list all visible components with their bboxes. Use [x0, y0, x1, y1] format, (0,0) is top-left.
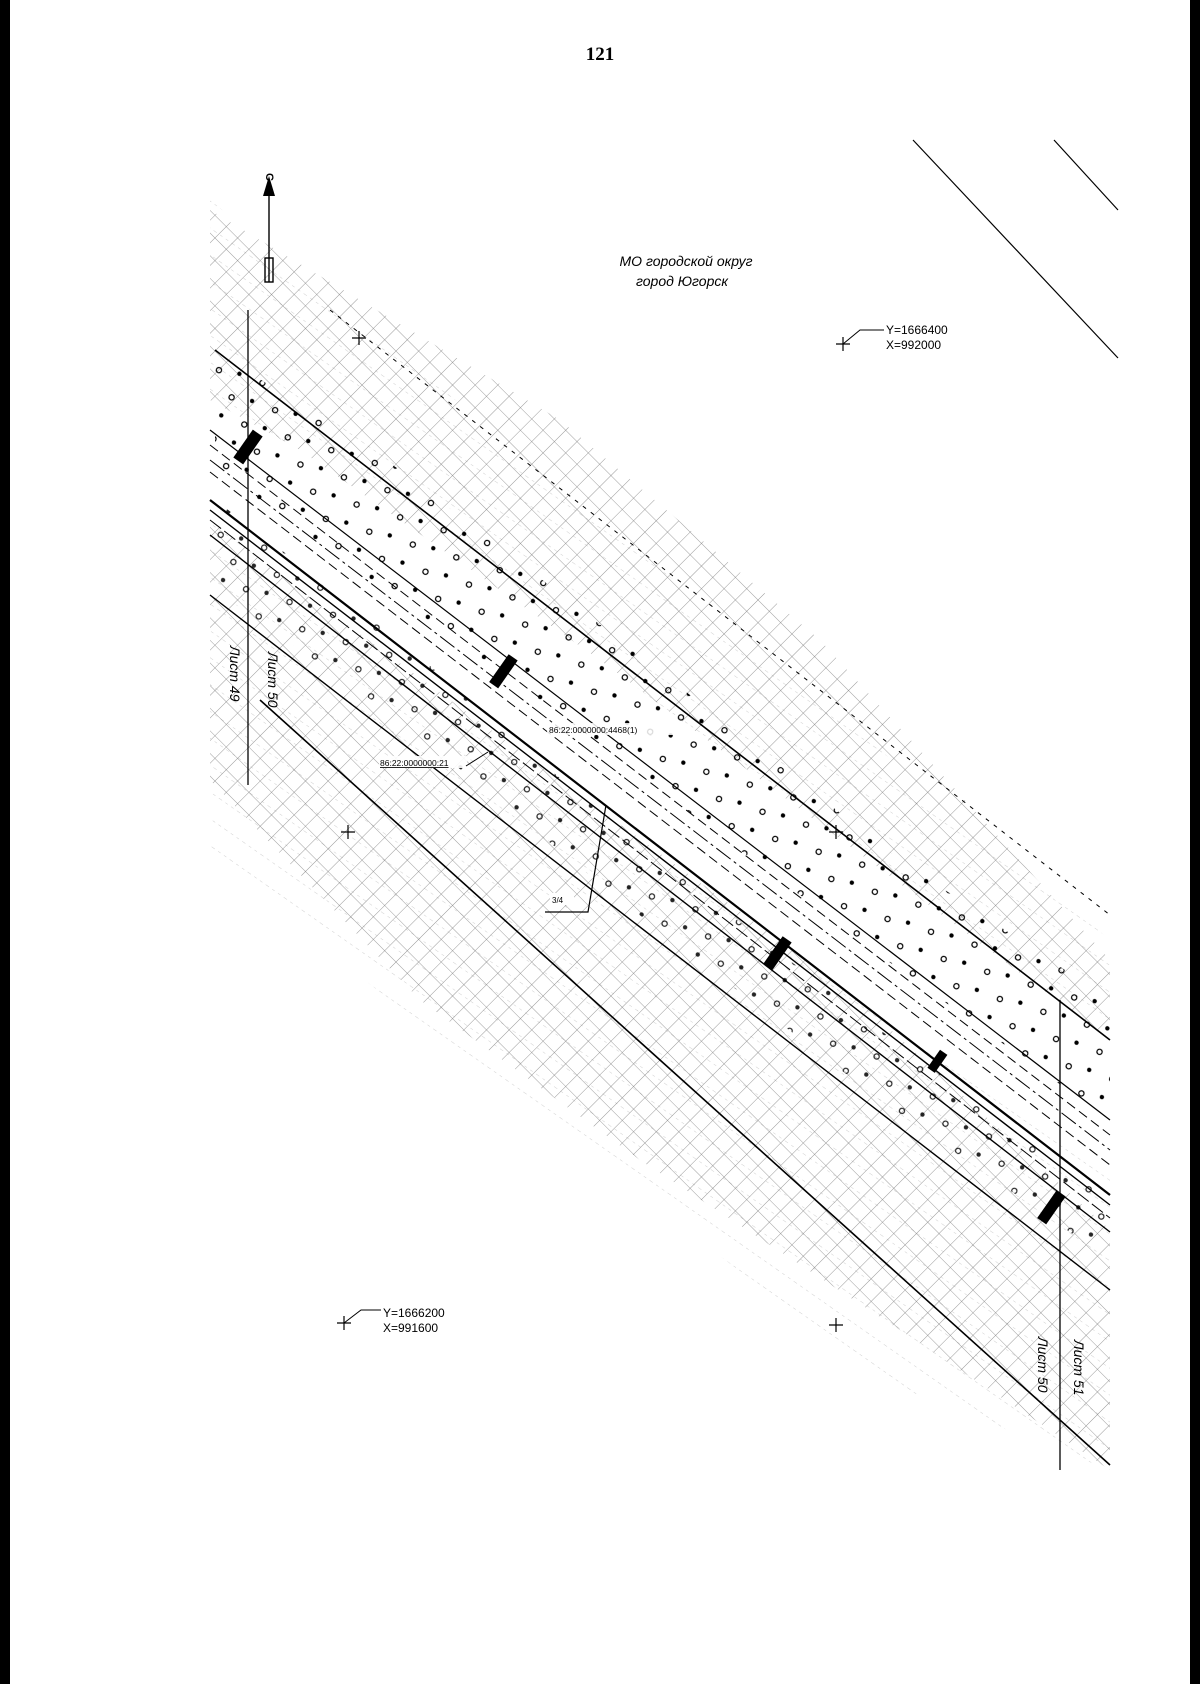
sheet-label-49: Лист 49	[227, 646, 243, 702]
north-label: С	[263, 173, 275, 181]
municipality-line2: город Югорск	[636, 273, 728, 289]
north-arrow	[263, 173, 275, 282]
coord-marker-bottom	[337, 1306, 445, 1335]
sheet-label-50-right: Лист 50	[1035, 1337, 1051, 1393]
municipality-line1: МО городской округ	[619, 253, 753, 269]
coord-x-bottom: X=991600	[383, 1321, 439, 1335]
boundary-line	[1054, 140, 1118, 210]
parcel-label-2: 86:22:0000000:21	[380, 758, 449, 768]
parcel-callout-1	[547, 723, 685, 735]
sheet-label-51: Лист 51	[1071, 1340, 1087, 1396]
coord-x-top: X=992000	[886, 338, 942, 352]
page-number: 121	[585, 44, 615, 65]
small-label: 3/4	[552, 896, 564, 905]
coord-marker-top	[836, 323, 948, 352]
coord-y-top: Y=1666400	[886, 323, 948, 337]
parcel-label-1: 86:22:0000000:4468(1)	[549, 725, 638, 735]
coord-y-bottom: Y=1666200	[383, 1306, 445, 1320]
sheet-label-50-left: Лист 50	[265, 652, 281, 708]
